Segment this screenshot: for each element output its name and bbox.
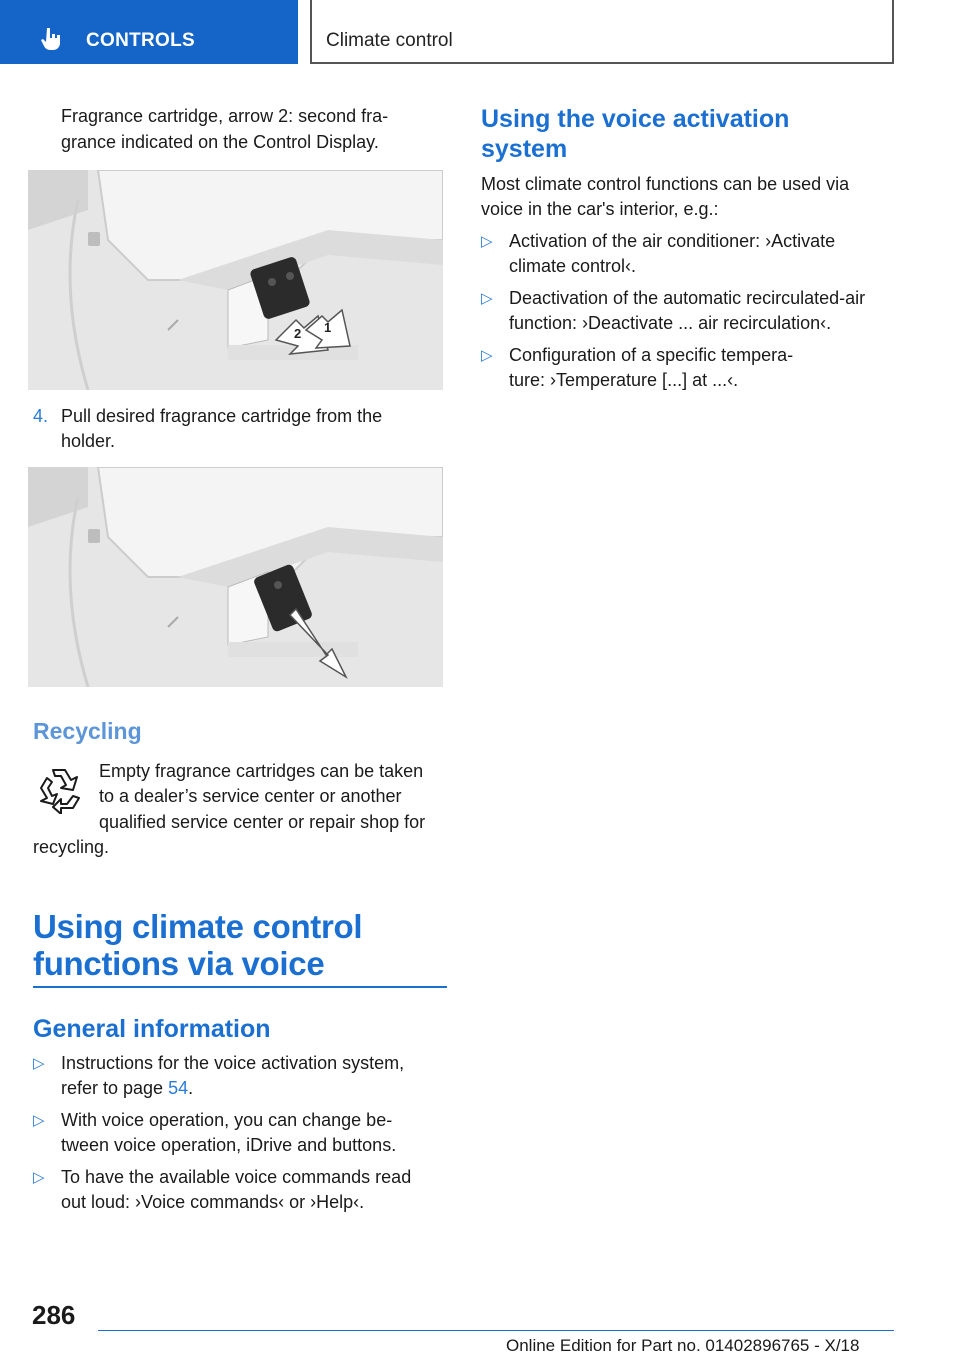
fragrance-holder-photo-1 [28,170,443,390]
section-tab[interactable] [0,0,298,64]
general-item-2-line-2: tween voice operation, iDrive and buttons. [61,1135,397,1155]
voice-heading-line-2: system [481,135,568,163]
page-ref-suffix: . [188,1078,194,1098]
voice-heading-line-1: Using the voice activation [481,105,790,133]
bullet-icon: ▷ [33,1112,45,1129]
voice-item-2-line-1: Deactivation of the automatic recirculated-air [509,288,866,308]
heading-rule [33,986,447,988]
hand-pointer-icon [38,26,64,52]
recycle-icon [33,764,85,814]
voice-item-3-line-2: ture: ›Temperature [...] at ...‹. [509,370,739,390]
recycling-title: Recycling [33,718,142,744]
main-heading-line-2: functions via voice [33,945,325,982]
bullet-icon: ▷ [481,347,493,364]
voice-item-1-line-1: Activation of the air conditioner: ›Activate [509,231,836,251]
voice-item-1-line-2: climate control‹. [509,256,637,276]
general-item-3-line-2: out loud: ›Voice commands‹ or ›Help‹. [61,1192,365,1212]
bullet-icon: ▷ [481,233,493,250]
page-number: 286 [32,1300,76,1330]
page-ref-prefix: refer to page [61,1078,169,1098]
footer-rule [98,1330,894,1331]
voice-intro-line-2: voice in the car's interior, e.g.: [481,199,719,219]
general-item-1-line-2 [61,1076,193,1101]
voice-item-3-line-1: Configuration of a specific tempera- [509,345,794,365]
section-label: CONTROLS [86,30,196,51]
bullet-icon: ▷ [33,1169,45,1186]
recycling-line-2: to a dealer’s service center or another [99,786,402,806]
step-4-line-1: Pull desired fragrance cartridge from the [61,406,383,426]
step-number: 4. [33,406,49,426]
voice-intro-line-1: Most climate control functions can be used via [481,174,850,194]
bullet-icon: ▷ [33,1055,45,1072]
general-item-1-line-1: Instructions for the voice activation system, [61,1053,405,1073]
general-item-2-line-1: With voice operation, you can change be- [61,1110,393,1130]
chapter-header [310,0,894,64]
intro-line-1: Fragrance cartridge, arrow 2: second fra- [61,106,389,126]
arrow-label-2: 2 [294,326,302,341]
main-heading-line-1: Using climate control [33,908,363,945]
page-link-54[interactable]: 54 [168,1078,189,1098]
general-item-3-line-1: To have the available voice commands read [61,1167,412,1187]
arrow-label-1: 1 [324,320,332,335]
intro-line-2: grance indicated on the Control Display. [61,132,379,152]
recycling-line-3: qualified service center or repair shop for [99,812,426,832]
chapter-title: Climate control [326,30,453,51]
recycling-line-1: Empty fragrance cartridges can be taken [99,761,424,781]
voice-item-2-line-2: function: ›Deactivate ... air recirculation‹. [509,313,832,333]
recycling-line-4: recycling. [33,837,110,857]
fragrance-holder-photo-2 [28,467,443,687]
step-4-line-2: holder. [61,431,116,451]
edition-text: Online Edition for Part no. 01402896765 - X/18 [506,1336,860,1355]
bullet-icon: ▷ [481,290,493,307]
general-info-title: General information [33,1015,271,1043]
